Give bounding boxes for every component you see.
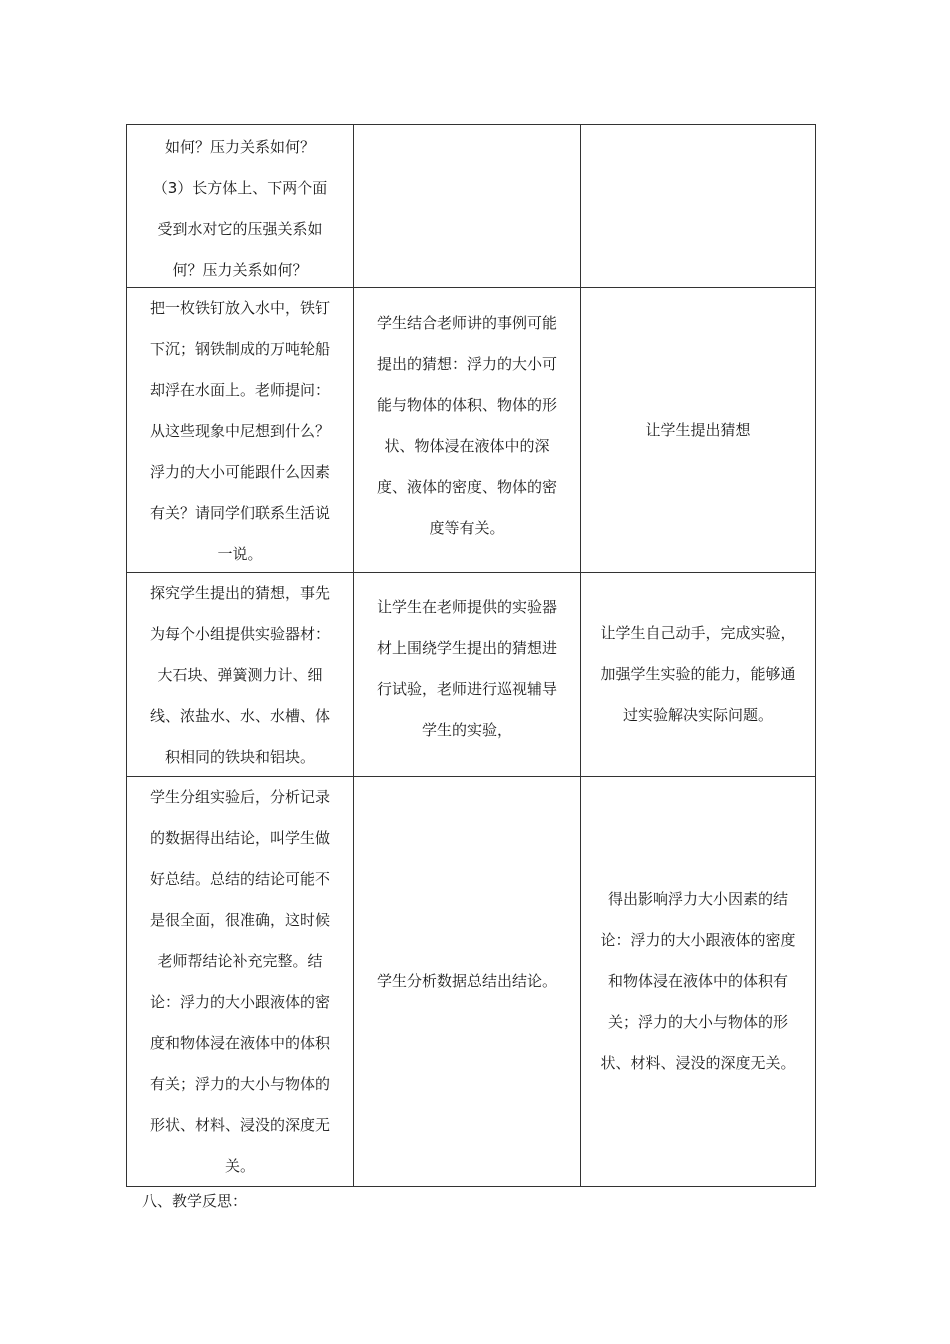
cell-line: 从这些现象中尼想到什么？ — [149, 422, 330, 440]
cell-line: 形状、材料、浸没的深度无 — [149, 1116, 330, 1134]
cell-line: 把一枚铁钉放入水中，铁钉 — [149, 299, 330, 317]
cell-line: 让学生在老师提供的实验器 — [376, 598, 557, 616]
cell-line: 状、材料、浸没的深度无关。 — [600, 1054, 796, 1072]
table-row — [127, 288, 816, 573]
teacher-activity-cell — [127, 573, 354, 777]
cell-line: 受到水对它的压强关系如 — [157, 220, 323, 238]
cell-line: 有关；浮力的大小与物体的 — [149, 1075, 330, 1093]
cell-line: 线、浓盐水、水、水槽、体 — [149, 707, 330, 725]
cell-line: 学生结合老师讲的事例可能 — [376, 314, 557, 332]
cell-line: 度等有关。 — [429, 519, 505, 537]
table-row — [127, 573, 816, 777]
student-activity-cell — [354, 288, 581, 573]
table-row — [127, 777, 816, 1187]
cell-line: 材上围绕学生提出的猜想进 — [376, 639, 557, 657]
cell-line: 为每个小组提供实验器材： — [149, 625, 330, 643]
cell-line: 提出的猜想：浮力的大小可 — [376, 355, 557, 373]
cell-line: 积相同的铁块和铝块。 — [164, 748, 315, 766]
lesson-table — [126, 124, 816, 1187]
cell-line: 状、物体浸在液体中的深 — [384, 437, 550, 455]
teacher-activity-cell — [127, 288, 354, 573]
cell-line: 有关？请同学们联系生活说 — [149, 504, 330, 522]
cell-line: 如何？压力关系如何？ — [164, 138, 315, 156]
table-row — [127, 125, 816, 288]
cell-line: 是很全面，很准确，这时候 — [149, 911, 330, 929]
student-activity-cell — [354, 777, 581, 1187]
cell-line: 探究学生提出的猜想，事先 — [149, 584, 330, 602]
design-intent-cell — [581, 777, 816, 1187]
cell-line: （3）长方体上、下两个面 — [152, 179, 328, 197]
cell-line: 却浮在水面上。老师提问： — [149, 381, 330, 399]
design-intent-cell — [581, 573, 816, 777]
cell-line: 让学生提出猜想 — [645, 420, 751, 439]
cell-line: 关；浮力的大小与物体的形 — [607, 1013, 788, 1031]
cell-line: 关。 — [224, 1157, 255, 1175]
cell-line: 让学生自己动手，完成实验， — [600, 624, 796, 642]
student-activity-cell — [354, 125, 581, 288]
cell-line: 大石块、弹簧测力计、细 — [157, 666, 323, 684]
design-intent-cell — [581, 288, 816, 573]
cell-line: 论：浮力的大小跟液体的密 — [149, 993, 330, 1011]
cell-line: 老师帮结论补充完整。结 — [157, 952, 323, 970]
cell-line: 得出影响浮力大小因素的结 — [607, 890, 788, 908]
cell-line: 学生的实验， — [421, 721, 512, 739]
teacher-activity-cell — [127, 125, 354, 288]
cell-line: 行试验，老师进行巡视辅导 — [376, 680, 557, 698]
cell-line: 论：浮力的大小跟液体的密度 — [600, 931, 796, 949]
cell-line: 学生分组实验后，分析记录 — [149, 788, 330, 806]
student-activity-cell — [354, 573, 581, 777]
cell-line: 和物体浸在液体中的体积有 — [607, 972, 788, 990]
cell-line: 何？压力关系如何？ — [172, 261, 308, 279]
teacher-activity-cell — [127, 777, 354, 1187]
cell-line: 学生分析数据总结出结论。 — [376, 972, 557, 990]
design-intent-cell — [581, 125, 816, 288]
cell-line: 度和物体浸在液体中的体积 — [149, 1034, 330, 1052]
cell-line: 的数据得出结论，叫学生做 — [149, 829, 330, 847]
cell-line: 浮力的大小可能跟什么因素 — [149, 463, 330, 481]
cell-line: 度、液体的密度、物体的密 — [376, 478, 557, 496]
cell-line: 好总结。总结的结论可能不 — [149, 870, 330, 888]
cell-line: 过实验解决实际问题。 — [622, 706, 773, 724]
cell-line: 加强学生实验的能力，能够通 — [600, 665, 796, 683]
cell-line: 一说。 — [217, 545, 263, 563]
section-heading: 八、教学反思： — [142, 1192, 248, 1210]
cell-line: 能与物体的体积、物体的形 — [376, 396, 557, 414]
cell-line: 下沉；钢铁制成的万吨轮船 — [149, 340, 330, 358]
